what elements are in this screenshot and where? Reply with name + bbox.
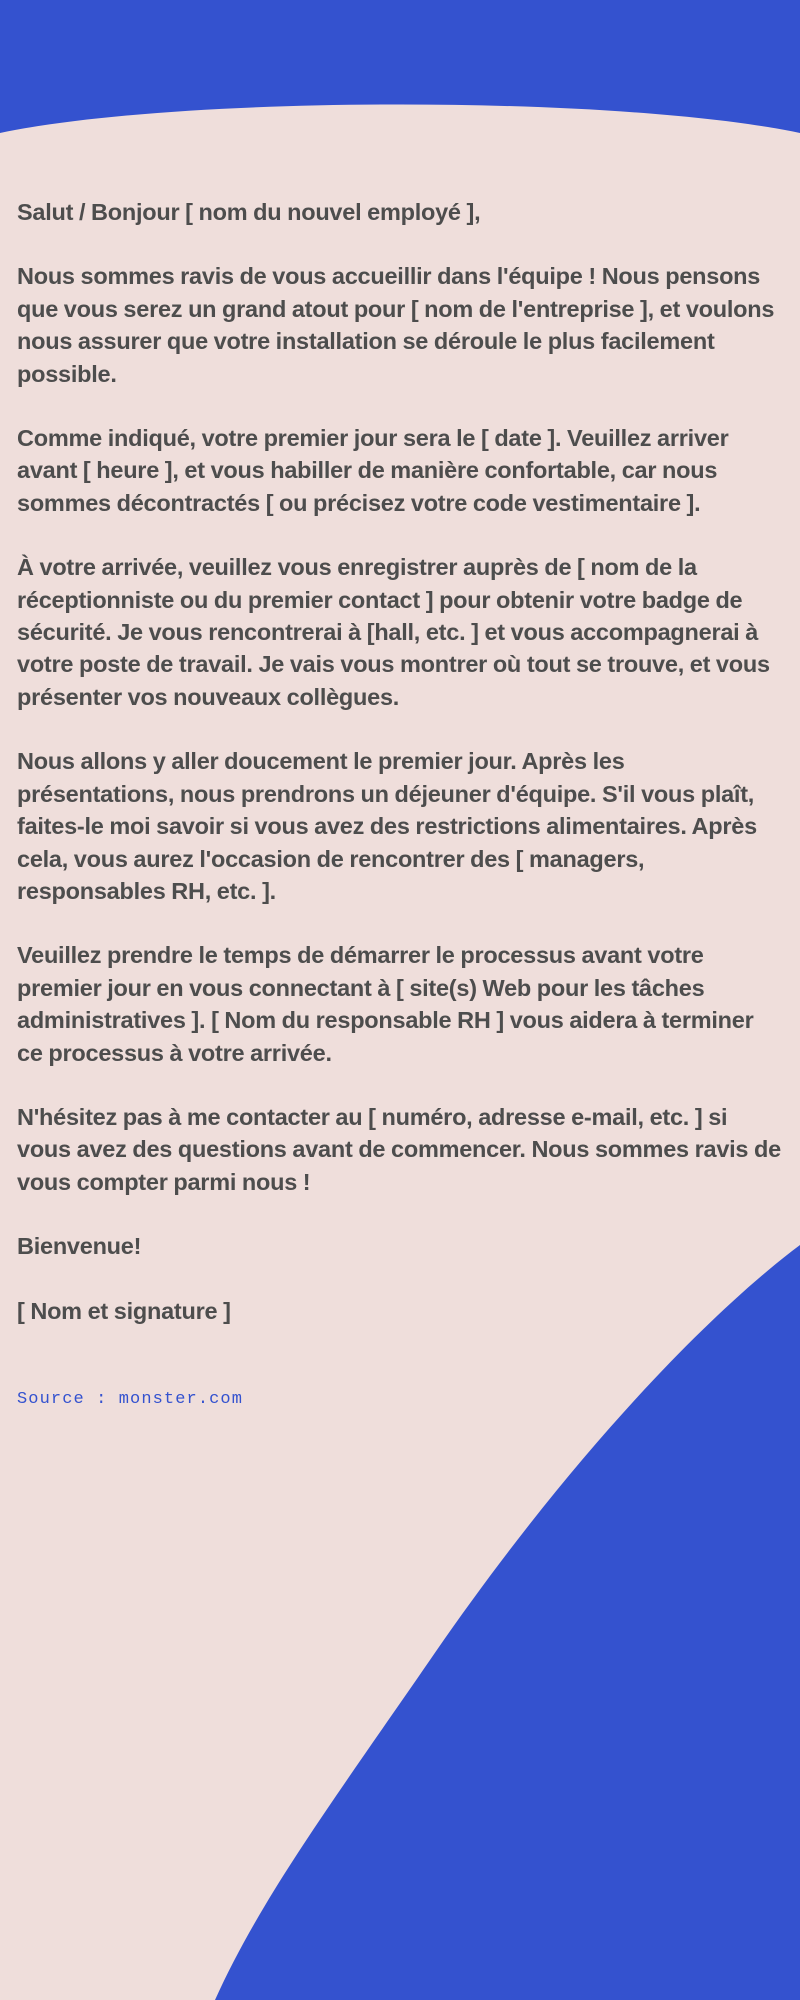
letter-paragraph-schedule: Nous allons y aller doucement le premier jour. Après les présentations, nous prendrons un déjeuner d'équipe. S'il vous plaît, faites-le moi savoir si vous avez des restrictions alimentaires. Après cela, vous aurez l'occasion de rencontrer des [ managers, responsables RH, etc. ]. [17,748,757,904]
letter-paragraph-first-day: Comme indiqué, votre premier jour sera le [ date ]. Veuillez arriver avant [ heure ], et vous habiller de manière confortable, car nous sommes décontractés [ ou précisez votre code vestimentaire ]. [17,425,729,516]
letter-body [17,196,783,1327]
source-link[interactable]: Source : monster.com [17,1390,244,1409]
letter-paragraph-contact: N'hésitez pas à me contacter au [ numéro, adresse e-mail, etc. ] si vous avez des questions avant de commencer. Nous sommes ravis de vous compter parmi nous ! [17,1103,781,1195]
letter-paragraph-welcome: Nous sommes ravis de vous accueillir dans l'équipe ! Nous pensons que vous serez un grand atout pour [ nom de l'entreprise ], et voulons nous assurer que votre installation se déroule le plus facilement possible. [17,263,775,387]
letter-paragraph-greeting: Salut / Bonjour [ nom du nouvel employé ], [17,199,481,225]
letter-paragraph-arrival: À votre arrivée, veuillez vous enregistrer auprès de [ nom de la réceptionniste ou du premier contact ] pour obtenir votre badge de sécurité. Je vous rencontrerai à [hall, etc. ] et vous accompagnerai à votre poste de travail. Je vais vous montrer où tout se trouve, et vous présenter vos nouveaux collègues. [17,554,770,710]
letter-paragraph-closing: Bienvenue! [17,1233,142,1260]
letter-paragraph-signature: [ Nom et signature ] [17,1297,231,1324]
letter-paragraph-onboarding: Veuillez prendre le temps de démarrer le processus avant votre premier jour en vous connectant à [ site(s) Web pour les tâches administratives ]. [ Nom du responsable RH ] vous aidera à terminer ce processus à votre arrivée. [17,942,754,1066]
